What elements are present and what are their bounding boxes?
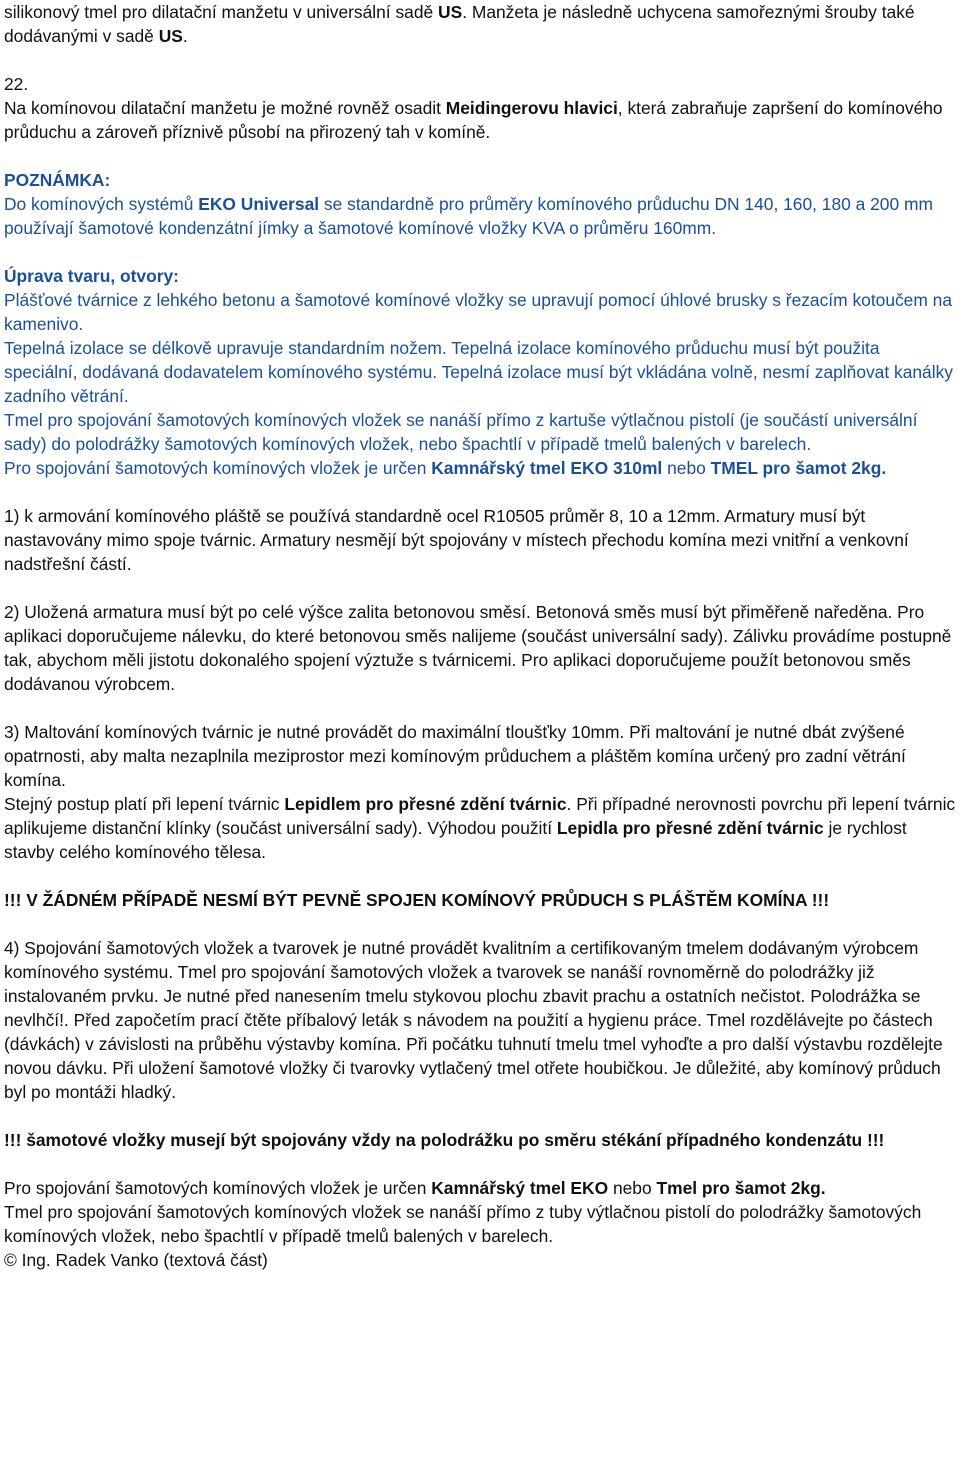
bold-text: US (438, 2, 463, 22)
upravy-paragraph-4 (4, 456, 956, 480)
numbered-paragraph-3: 3) Maltování komínových tvárnic je nutné provádět do maximální tloušťky 10mm. Při maltování je nutné dbát zvýšené opatrnosti, aby malta nezaplnila meziprostor mezi komínovým průduchem a pláštěm komína určený pro zadní větrání komína. (4, 722, 906, 790)
spacer (4, 576, 956, 600)
spacer (4, 864, 956, 888)
note-heading: POZNÁMKA: (4, 170, 111, 190)
bold-text: Kamnářský tmel EKO (431, 1178, 609, 1198)
warning-banner-2: !!! šamotové vložky musejí být spojovány vždy na polodrážku po směru stékání případného kondenzátu !!! (4, 1130, 885, 1150)
paragraph-manzeta (4, 0, 956, 48)
text: . Při případné nerovnosti povrchu při lepení tvárnic aplikujeme distanční klínky (součást universální sady). Výhodou použití (4, 794, 956, 838)
bold-text: Meidingerovu hlavici (445, 98, 618, 118)
text: Pro spojování šamotových komínových vložek je určen (4, 1178, 432, 1198)
upravy-paragraph-2: Tepelná izolace se délkově upravuje standardním nožem. Tepelná izolace komínového průduchu musí být použita speciální, dodávaná dodavatelem komínového systému. Tepelná izolace musí být vkládána volně, nesmí zaplňovat kanálky zadního větrání. (4, 338, 953, 406)
warning-banner-1: !!! V ŽÁDNÉM PŘÍPADĚ NESMÍ BÝT PEVNĚ SPOJEN KOMÍNOVÝ PRŮDUCH S PLÁŠTĚM KOMÍNA !!! (4, 890, 830, 910)
spacer (4, 1104, 956, 1128)
text: Do komínových systémů (4, 194, 199, 214)
numbered-paragraph-1: 1) k armování komínového pláště se používá standardně ocel R10505 průměr 8, 10 a 12mm. Armatury musí být nastavovány mimo spoje tvárnic. Armatury nesmějí být spojovány v místech přechodu komína mezi vnitřní a venkovní nadstřešní částí. (4, 506, 909, 574)
text: . (182, 26, 188, 46)
text: je rychlost stavby celého komínového tělesa. (4, 818, 907, 862)
text: Pro spojování šamotových komínových vložek je určen (4, 458, 432, 478)
final-paragraph-1 (4, 1176, 956, 1200)
section-heading-upravy: Úprava tvaru, otvory: (4, 266, 179, 286)
spacer (4, 1152, 956, 1176)
spacer (4, 480, 956, 504)
text: Stejný postup platí při lepení tvárnic (4, 794, 285, 814)
text: silikonový tmel pro dilatační manžetu v universální sadě (4, 2, 439, 22)
text: nebo (608, 1178, 657, 1198)
upravy-paragraph-3: Tmel pro spojování šamotových komínových vložek se nanáší přímo z kartuše výtlačnou pistolí (je součástí universální sady) do polodrážky šamotových komínových vložek, nebo špachtlí v případě tmelů balených v barelech. (4, 410, 918, 454)
final-paragraph-2: Tmel pro spojování šamotových komínových vložek se nanáší přímo z tuby výtlačnou pistolí do polodrážky šamotových komínových vložek, nebo špachtlí v případě tmelů balených v barelech. (4, 1202, 922, 1246)
spacer (4, 240, 956, 264)
bold-text: TMEL pro šamot 2kg. (710, 458, 887, 478)
spacer (4, 696, 956, 720)
item-22-number: 22. (4, 74, 29, 94)
lepidlo-paragraph (4, 792, 956, 864)
bold-text: EKO Universal (198, 194, 320, 214)
bold-text: Kamnářský tmel EKO 310ml (431, 458, 663, 478)
text: , která zabraňuje zapršení do komínového průduchu a zároveň příznivě působí na přirozený tah v komíně. (4, 98, 943, 142)
numbered-paragraph-2: 2) Uložená armatura musí být po celé výšce zalita betonovou směsí. Betonová směs musí být přiměřeně naředěna. Pro aplikaci doporučujeme nálevku, do které betonovou směs nalijeme (součást universální sady). Zálivku provádíme postupně tak, abychom měli jistotu dokonalého spojení výztuže s tvárnicemi. Pro aplikaci doporučujeme použít betonovou směs dodávanou výrobcem. (4, 602, 952, 694)
bold-text: Tmel pro šamot 2kg. (656, 1178, 826, 1198)
bold-text: US (158, 26, 183, 46)
bold-text: Lepidla pro přesné zdění tvárnic (556, 818, 824, 838)
text: nebo (662, 458, 711, 478)
item-22-text (4, 96, 956, 144)
spacer (4, 144, 956, 168)
text: se standardně pro průměry komínového průduchu DN 140, 160, 180 a 200 mm používají šamotové kondenzátní jímky a šamotové komínové vložky KVA o průměru 160mm. (4, 194, 933, 238)
spacer (4, 912, 956, 936)
bold-text: Lepidlem pro přesné zdění tvárnic (284, 794, 567, 814)
copyright-line: © Ing. Radek Vanko (textová část) (4, 1250, 268, 1270)
text: Na komínovou dilatační manžetu je možné rovněž osadit (4, 98, 446, 118)
numbered-paragraph-4: 4) Spojování šamotových vložek a tvarovek je nutné provádět kvalitním a certifikovaným tmelem dodávaným výrobcem komínového systému. Tmel pro spojování šamotových vložek a tvarovek se nanáší rovnoměrně do polodrážky již instalovaném prvku. Je nutné před nanesením tmelu stykovou plochu zbavit prachu a ostatních nečistot. Polodrážka se nevlhčí!. Před započetím prací čtěte příbalový leták s návodem na použití a hygienu práce. Tmel rozdělávejte po částech (dávkách) v závislosti na průběhu výstavby komína. Při počátku tuhnutí tmelu tmel vyhoďte a pro další výstavbu rozdělejte novou dávku. Při uložení šamotové vložky či tvarovky vytlačený tmel otřete houbičkou. Je důležité, aby komínový průduch byl po montáži hladký. (4, 938, 943, 1102)
spacer (4, 48, 956, 72)
note-text (4, 192, 956, 240)
upravy-paragraph-1: Plášťové tvárnice z lehkého betonu a šamotové komínové vložky se upravují pomocí úhlové brusky s řezacím kotoučem na kamenivo. (4, 290, 953, 334)
text: . Manžeta je následně uchycena samořeznými šrouby také dodávanými v sadě (4, 2, 915, 46)
